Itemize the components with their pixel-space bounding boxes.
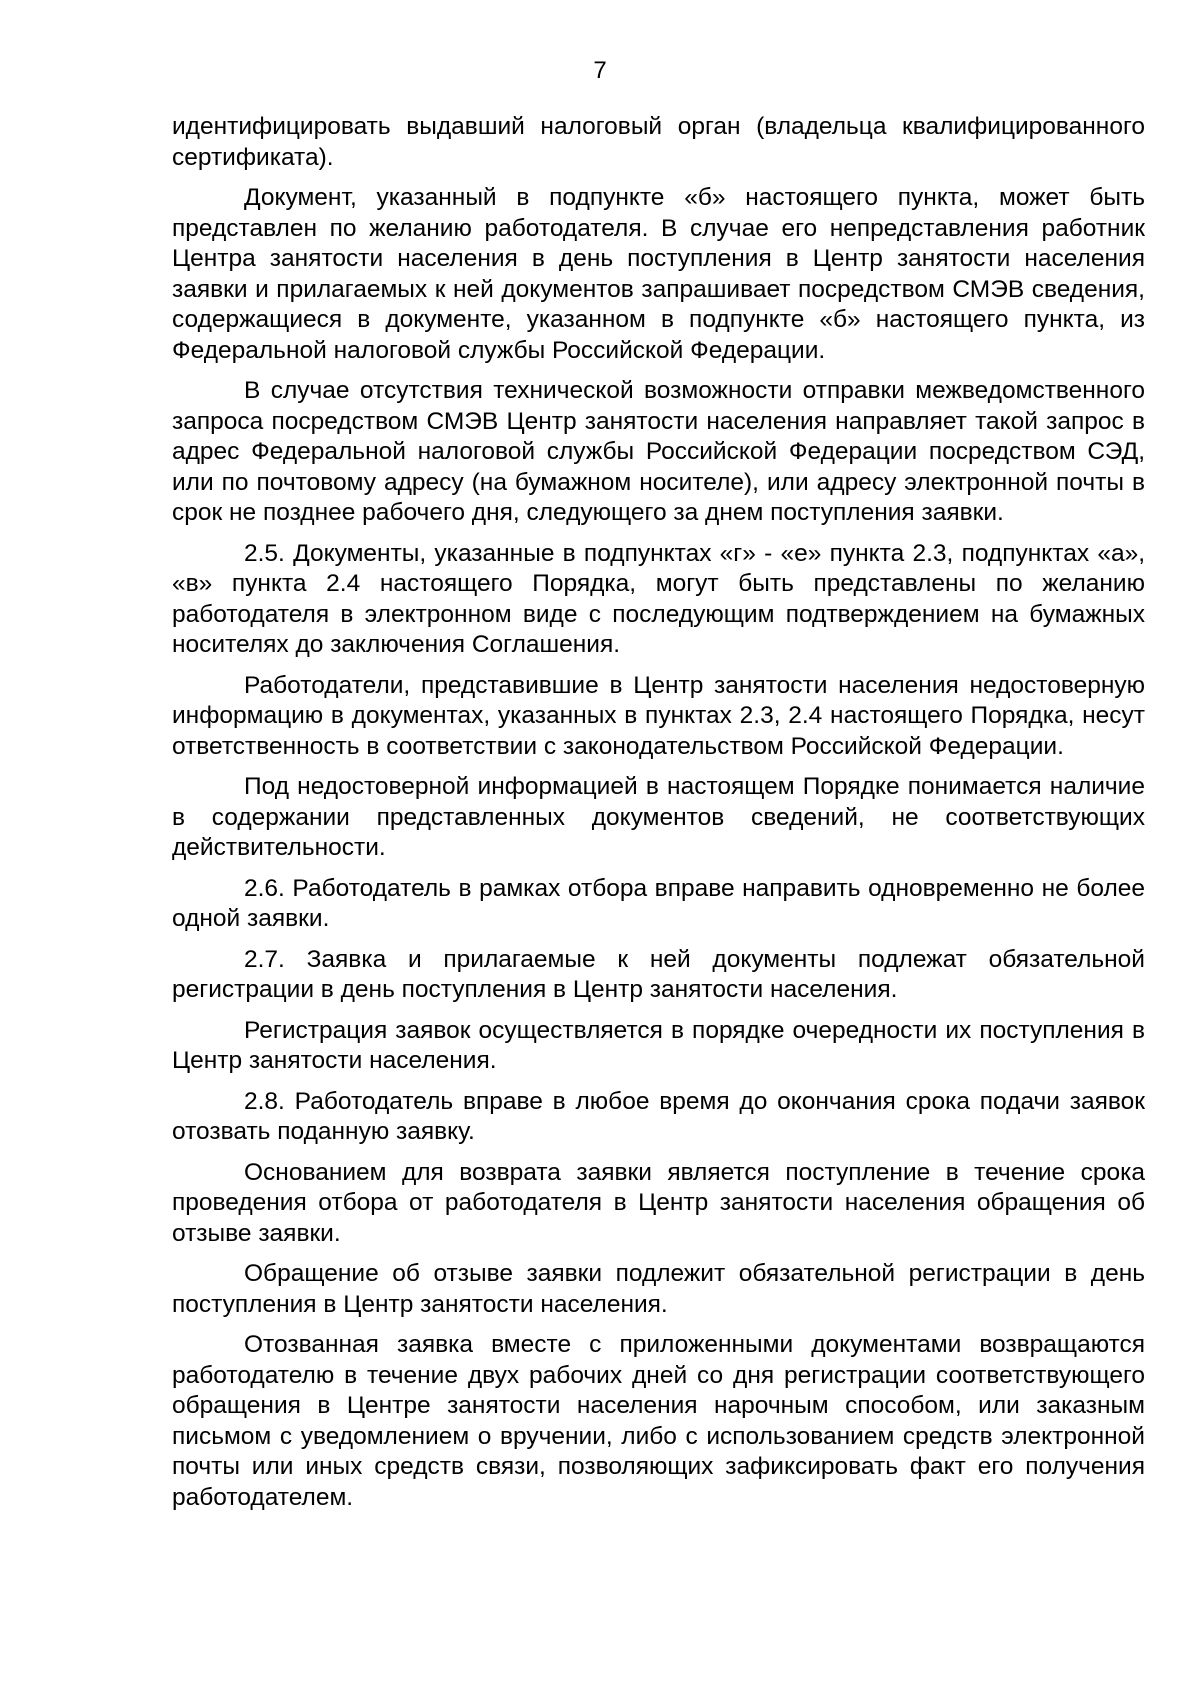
paragraph: идентифицировать выдавший налоговый орган (владельца квалифицированного сертификата).	[172, 113, 1145, 171]
paragraph: Регистрация заявок осуществляется в порядке очередности их поступления в Центр занятости населения.	[172, 1016, 1145, 1074]
paragraph: 2.5. Документы, указанные в подпунктах «г» - «е» пункта 2.3, подпунктах «а», «в» пункта 2.4 настоящего Порядка, могут быть представлены по желанию работодателя в электронном виде с последующим подтверждением на бумажных носителях до заключения Соглашения.	[172, 539, 1145, 658]
paragraph: Работодатели, представившие в Центр занятости населения недостоверную информацию в документах, указанных в пунктах 2.3, 2.4 настоящего Порядка, несут ответственность в соответствии с законодательством Российской Федерации.	[172, 671, 1145, 760]
paragraph: 2.8. Работодатель вправе в любое время до окончания срока подачи заявок отозвать поданную заявку.	[172, 1087, 1145, 1145]
document-body	[172, 112, 1145, 1523]
page-number: 7	[593, 57, 607, 84]
paragraph: Обращение об отзыве заявки подлежит обязательной регистрации в день поступления в Центр занятости населения.	[172, 1260, 1145, 1318]
paragraph: 2.7. Заявка и прилагаемые к ней документы подлежат обязательной регистрации в день поступления в Центр занятости населения.	[172, 945, 1145, 1003]
paragraph: Отозванная заявка вместе с приложенными документами возвращаются работодателю в течение двух рабочих дней со дня регистрации соответствующего обращения в Центре занятости населения нарочным способом, или заказным письмом с уведомлением о вручении, либо с использованием средств электронной почты или иных средств связи, позволяющих зафиксировать факт его получения работодателем.	[172, 1331, 1145, 1511]
paragraph: Под недостоверной информацией в настоящем Порядке понимается наличие в содержании представленных документов сведений, не соответствующих действительности.	[172, 773, 1145, 861]
paragraph: Документ, указанный в подпункте «б» настоящего пункта, может быть представлен по желанию работодателя. В случае его непредставления работник Центра занятости населения в день поступления в Центр занятости населения заявки и прилагаемых к ней документов запрашивает посредством СМЭВ сведения, содержащиеся в документе, указанном в подпункте «б» настоящего пункта, из Федеральной налоговой службы Российской Федерации.	[172, 184, 1145, 364]
paragraph: Основанием для возврата заявки является поступление в течение срока проведения отбора от работодателя в Центр занятости населения обращения об отзыве заявки.	[172, 1158, 1145, 1247]
paragraph: В случае отсутствия технической возможности отправки межведомственного запроса посредством СМЭВ Центр занятости населения направляет такой запрос в адрес Федеральной налоговой службы Российской Федерации посредством СЭД, или по почтовому адресу (на бумажном носителе), или адресу электронной почты в срок не позднее рабочего дня, следующего за днем поступления заявки.	[172, 377, 1145, 526]
paragraph: 2.6. Работодатель в рамках отбора вправе направить одновременно не более одной заявки.	[172, 874, 1145, 932]
